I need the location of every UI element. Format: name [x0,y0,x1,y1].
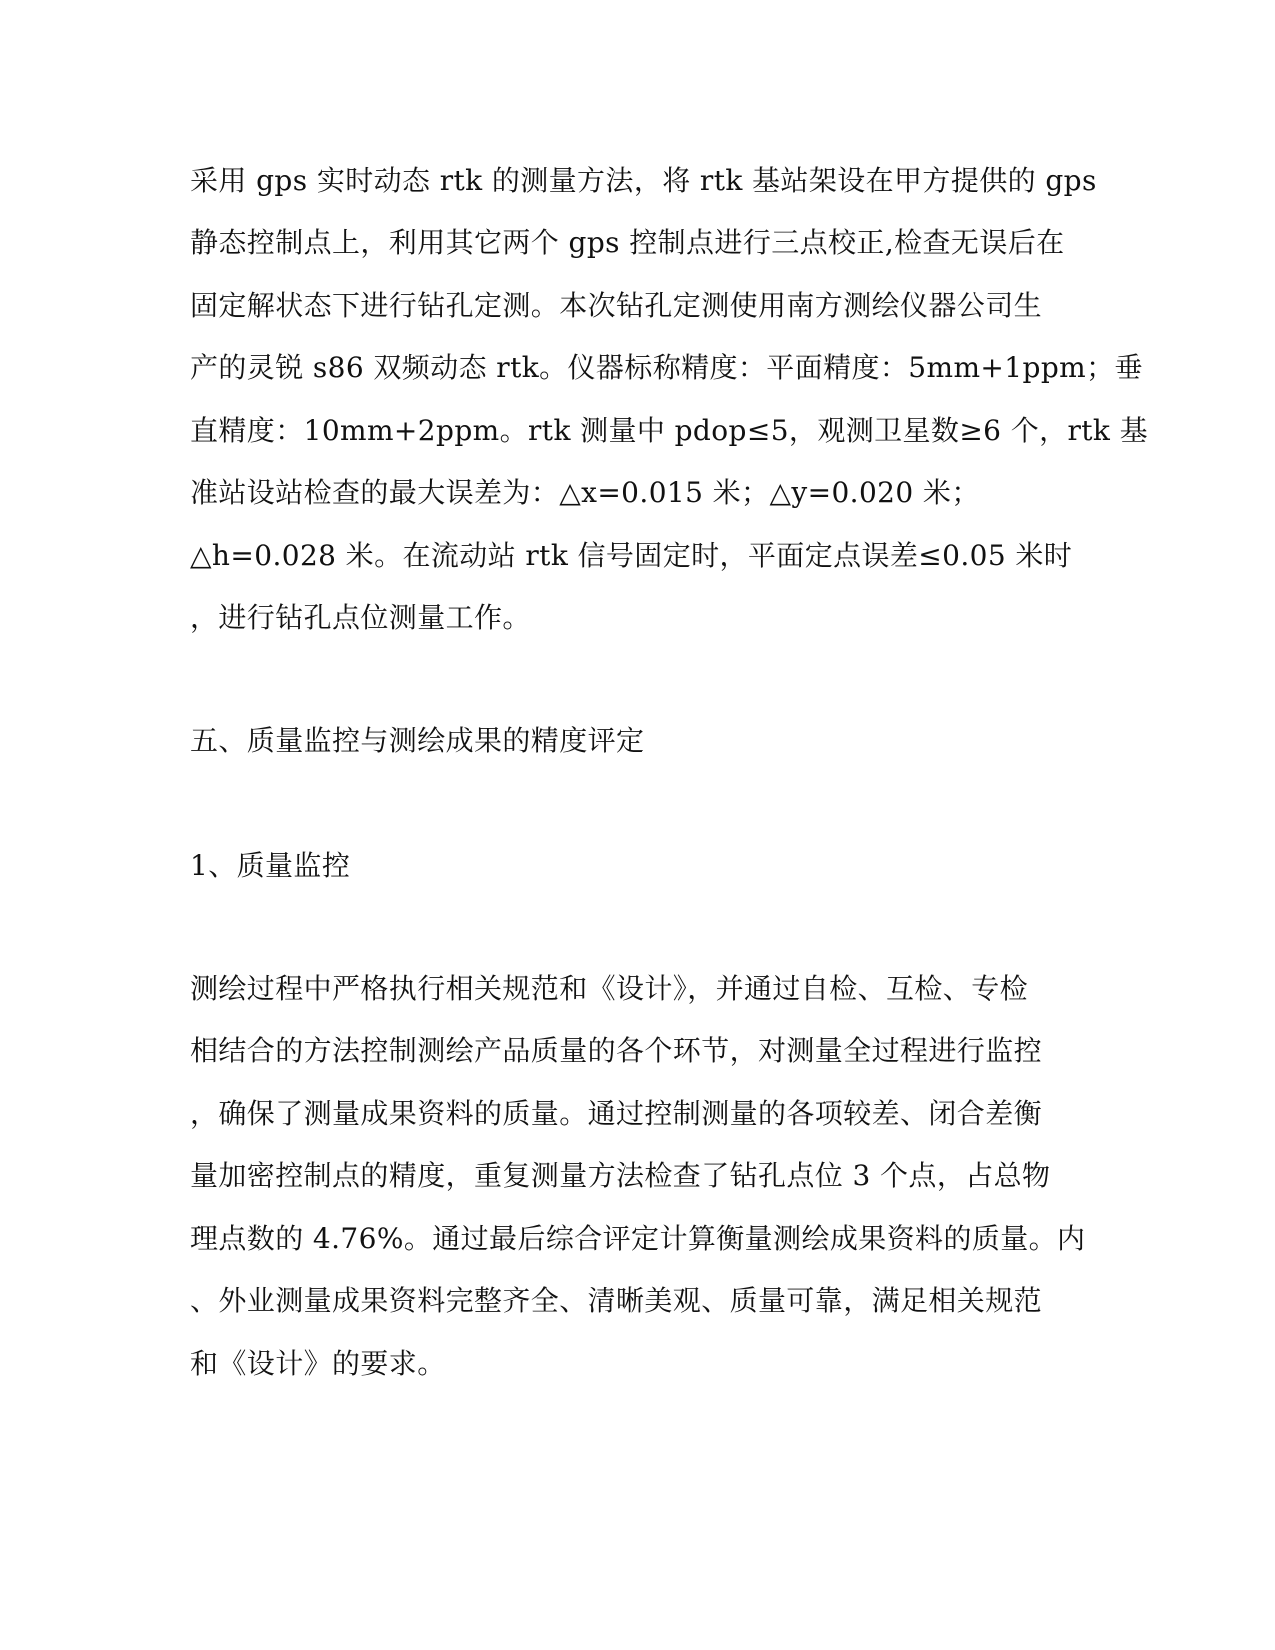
paragraph-line: 固定解状态下进行钻孔定测。本次钻孔定测使用南方测绘仪器公司生 [190,289,1043,322]
paragraph-line: 和《设计》的要求。 [190,1347,446,1380]
paragraph-line: ，进行钻孔点位测量工作。 [190,601,531,634]
paragraph-line: 产的灵锐 s86 双频动态 rtk。仪器标称精度：平面精度：5mm+1ppm；垂 [190,351,1143,384]
paragraph-line: 静态控制点上，利用其它两个 gps 控制点进行三点校正,检查无误后在 [190,226,1065,259]
paragraph-line: 量加密控制点的精度，重复测量方法检查了钻孔点位 3 个点，占总物 [190,1159,1051,1192]
paragraph-line: 准站设站检查的最大误差为：△x=0.015 米；△y=0.020 米； [190,476,980,509]
paragraph-line: 采用 gps 实时动态 rtk 的测量方法，将 rtk 基站架设在甲方提供的 gps [190,164,1097,197]
paragraph-line: 相结合的方法控制测绘产品质量的各个环节，对测量全过程进行监控 [190,1034,1043,1067]
paragraph-line: △h=0.028 米。在流动站 rtk 信号固定时，平面定点误差≤0.05 米时 [190,539,1073,572]
paragraph-line: 理点数的 4.76%。通过最后综合评定计算衡量测绘成果资料的质量。内 [190,1222,1086,1255]
paragraph-line: 测绘过程中严格执行相关规范和《设计》，并通过自检、互检、专检 [190,972,1029,1005]
paragraph-line: 、外业测量成果资料完整齐全、清晰美观、质量可靠，满足相关规范 [190,1284,1043,1317]
subsection-heading: 1、质量监控 [190,849,351,882]
paragraph-line: 直精度：10mm+2ppm。rtk 测量中 pdop≤5，观测卫星数≥6 个，rtk 基 [190,414,1148,447]
paragraph-line: ，确保了测量成果资料的质量。通过控制测量的各项较差、闭合差衡 [190,1097,1043,1130]
section-heading: 五、质量监控与测绘成果的精度评定 [190,724,645,757]
